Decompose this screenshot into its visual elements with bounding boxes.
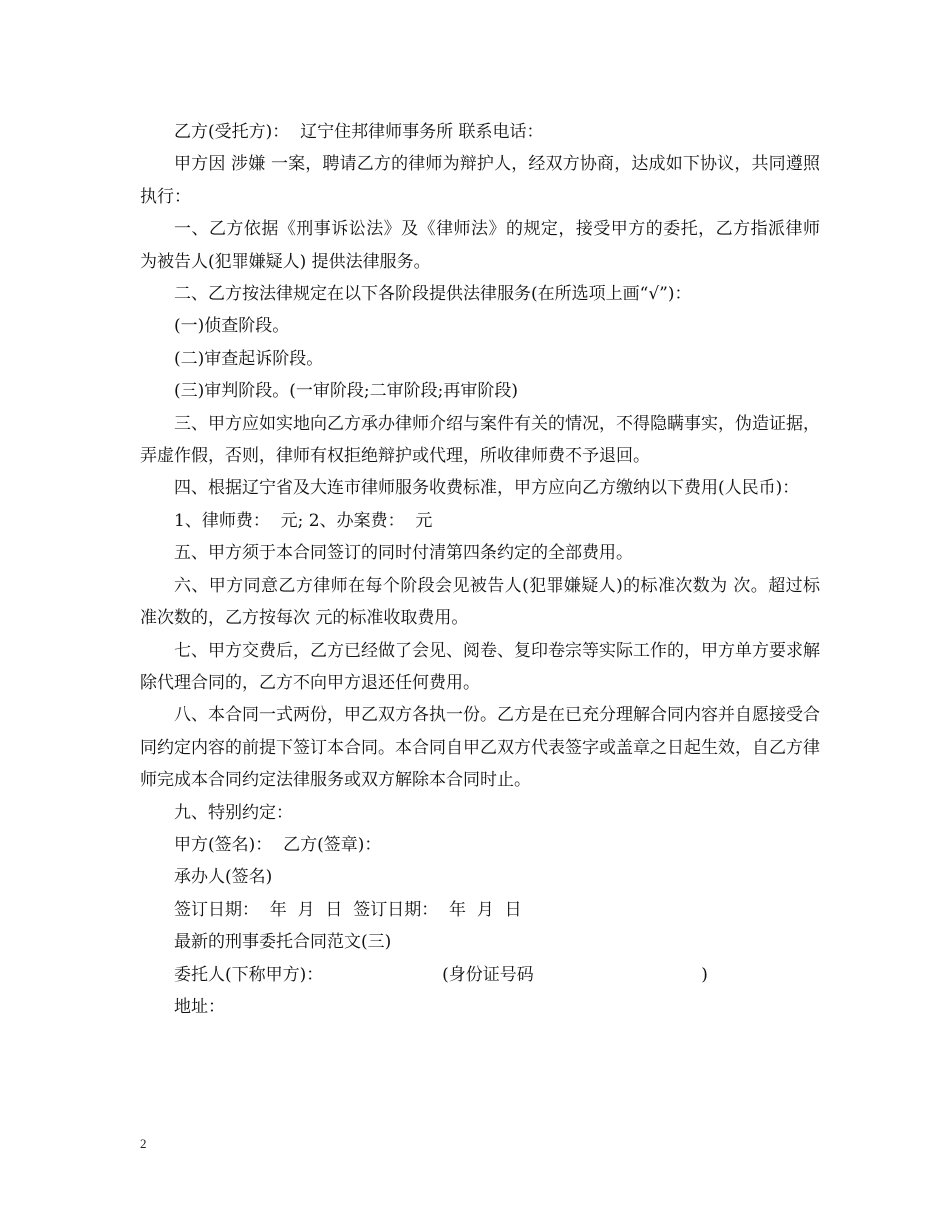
paragraph-address: 地址：: [174, 996, 225, 1017]
paragraph-intro: 甲方因 涉嫌 一案，聘请乙方的律师为辩护人，经双方协商，达成如下协议，共同遵照执行：: [140, 154, 820, 207]
paragraph-section-title: 最新的刑事委托合同范文(三): [174, 932, 392, 953]
paragraph-clause-6: 六、甲方同意乙方律师在每个阶段会见被告人(犯罪嫌疑人)的标准次数为 次。超过标准次数的，乙方按每次 元的标准收取费用。: [140, 575, 820, 629]
paragraph-clause-7: 七、甲方交费后，乙方已经做了会见、阅卷、复印卷宗等实际工作的，甲方单方要求解除代理合同的，乙方不向甲方退还任何费用。: [140, 640, 820, 693]
paragraph-handler: 承办人(签名): [174, 867, 273, 888]
document-body: [140, 116, 826, 1023]
paragraph-party-b: 乙方(受托方)： 辽宁住邦律师事务所 联系电话：: [174, 122, 544, 142]
paragraph-clause-9: 九、特别约定：: [174, 802, 293, 823]
paragraph-clause-2: 二、乙方按法律规定在以下各阶段提供法律服务(在所选项上画“√”)：: [174, 284, 692, 305]
paragraph-signatures: 甲方(签名)： 乙方(签章)：: [174, 834, 382, 855]
paragraph-stage-1: (一)侦查阶段。: [174, 316, 290, 337]
page-number: 2: [140, 1136, 147, 1151]
paragraph-client: 委托人(下称甲方)： (身份证号码 ): [174, 964, 708, 985]
paragraph-clause-5: 五、甲方须于本合同签订的同时付清第四条约定的全部费用。: [174, 543, 633, 564]
paragraph-stage-2: (二)审查起诉阶段。: [174, 348, 324, 369]
paragraph-clause-4: 四、根据辽宁省及大连市律师服务收费标准，甲方应向乙方缴纳以下费用(人民币)：: [174, 478, 800, 499]
paragraph-clause-8: 八、本合同一式两份，甲乙双方各执一份。乙方是在已充分理解合同内容并自愿接受合同约定内容的前提下签订本合同。本合同自甲乙双方代表签字或盖章之日起生效，自乙方律师完成本合同约定法律服务或双方解除本合同时止。: [140, 705, 820, 791]
paragraph-stage-3: (三)审判阶段。(一审阶段;二审阶段;再审阶段): [174, 381, 518, 402]
paragraph-sign-dates: 签订日期： 年 月 日 签订日期： 年 月 日: [174, 899, 522, 920]
paragraph-clause-3: 三、甲方应如实地向乙方承办律师介绍与案件有关的情况，不得隐瞒事实，伪造证据，弄虚作假，否则，律师有权拒绝辩护或代理，所收律师费不予退回。: [140, 413, 820, 467]
paragraph-clause-1: 一、乙方依据《刑事诉讼法》及《律师法》的规定，接受甲方的委托，乙方指派律师 为被告人(犯罪嫌疑人) 提供法律服务。: [140, 219, 826, 272]
paragraph-fees: 1、律师费： 元; 2、办案费： 元: [174, 510, 433, 531]
